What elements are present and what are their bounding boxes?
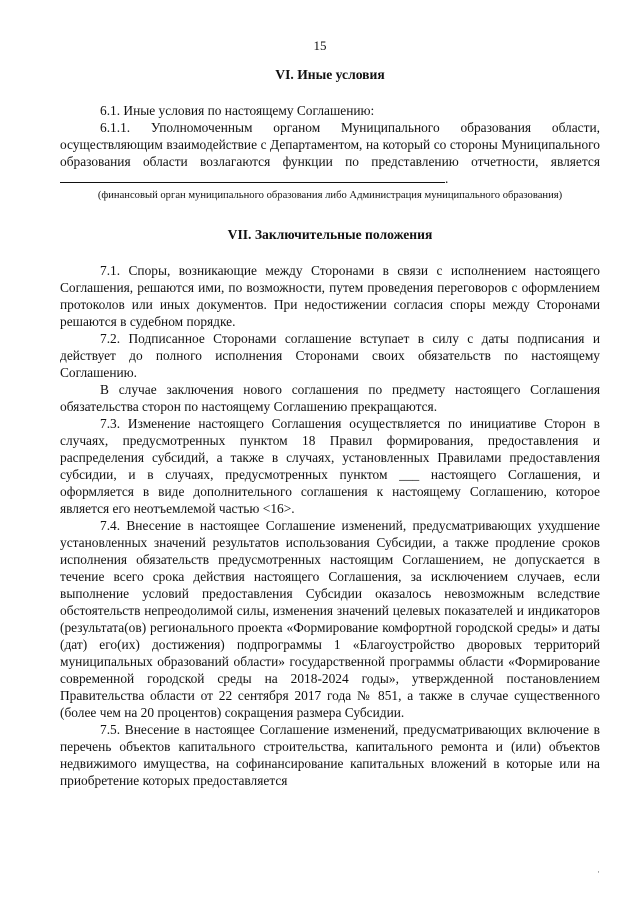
paragraph-7-5: 7.5. Внесение в настоящее Соглашение изменений, предусматривающих включение в перечень объектов капитального строительства, капитального ремонта и (или) объектов недвижимого имущества, на софинансирование капитальных вложений в которые или на приобретение которых предоставляется bbox=[60, 722, 600, 788]
paragraph-6-1-1-text: 6.1.1. Уполномоченным органом Муниципального образования области, осуществляющим взаимодействие с Департаментом, на который со стороны Муниципального образования области возлагаются функции по представлению отчетности, является bbox=[60, 120, 600, 169]
paragraph-6-1-1-end: . bbox=[445, 171, 449, 186]
paragraph-7-2-b: В случае заключения нового соглашения по предмету настоящего Соглашения обязательства сторон по настоящему Соглашению прекращаются. bbox=[60, 382, 600, 414]
paragraph-7-1: 7.1. Споры, возникающие между Сторонами в связи с исполнением настоящего Соглашения, решаются ими, по возможности, путем проведения переговоров с оформлением протоколов или иных документов. При недостижении согласия споры между Сторонами решаются в судебном порядке. bbox=[60, 263, 600, 329]
section-7-heading: VII. Заключительные положения bbox=[227, 227, 433, 242]
paragraph-7-2: 7.2. Подписанное Сторонами соглашение вступает в силу с даты подписания и действует до полного исполнения Сторонами своих обязательств по настоящему Соглашению. bbox=[60, 331, 600, 380]
document-body bbox=[60, 66, 600, 789]
paragraph-6-1-1 bbox=[60, 119, 600, 187]
fill-in-blank[interactable] bbox=[60, 171, 445, 183]
paragraph-6-1: 6.1. Иные условия по настоящему Соглашению: bbox=[100, 103, 375, 118]
page-number: 15 bbox=[313, 38, 327, 53]
scan-mark: · bbox=[597, 867, 600, 877]
paragraph-7-3: 7.3. Изменение настоящего Соглашения осуществляется по инициативе Сторон в случаях, предусмотренных пунктом 18 Правил формирования, предоставления и распределения субсидий, а также в случаях, установленных Правилами предоставления субсидии, и в случаях, предусмотренных пунктом ___ настоящего Соглашения, и оформляется в виде дополнительного соглашения к настоящему Соглашению, которое является его неотъемлемой частью <16>. bbox=[60, 416, 600, 516]
paragraph-7-4: 7.4. Внесение в настоящее Соглашение изменений, предусматривающих ухудшение установленных значений результатов использования Субсидии, а также продление сроков исполнения обязательств предусмотренных настоящим Соглашением, не допускается в течение всего срока действия настоящего Соглашения, за исключением случаев, если выполнение условий предоставления Субсидии оказалось невозможным вследствие обстоятельств непреодолимой силы, изменения значений целевых показателей и индикаторов (результата(ов) регионального проекта «Формирование комфортной городской среды» и даты (дат) его(их) достижения) подпрограммы 1 «Благоустройство дворовых территорий муниципальных образований области» государственной программы области «Формирование современной городской среды на 2018-2024 годы», утвержденной постановлением Правительства области от 22 сентября 2017 года № 851, а также в случае существенного (более чем на 20 процентов) сокращения размера Субсидии. bbox=[60, 518, 600, 720]
footnote-caption: (финансовый орган муниципального образования либо Администрация муниципального образования) bbox=[97, 190, 563, 201]
section-6-heading: VI. Иные условия bbox=[275, 67, 385, 82]
